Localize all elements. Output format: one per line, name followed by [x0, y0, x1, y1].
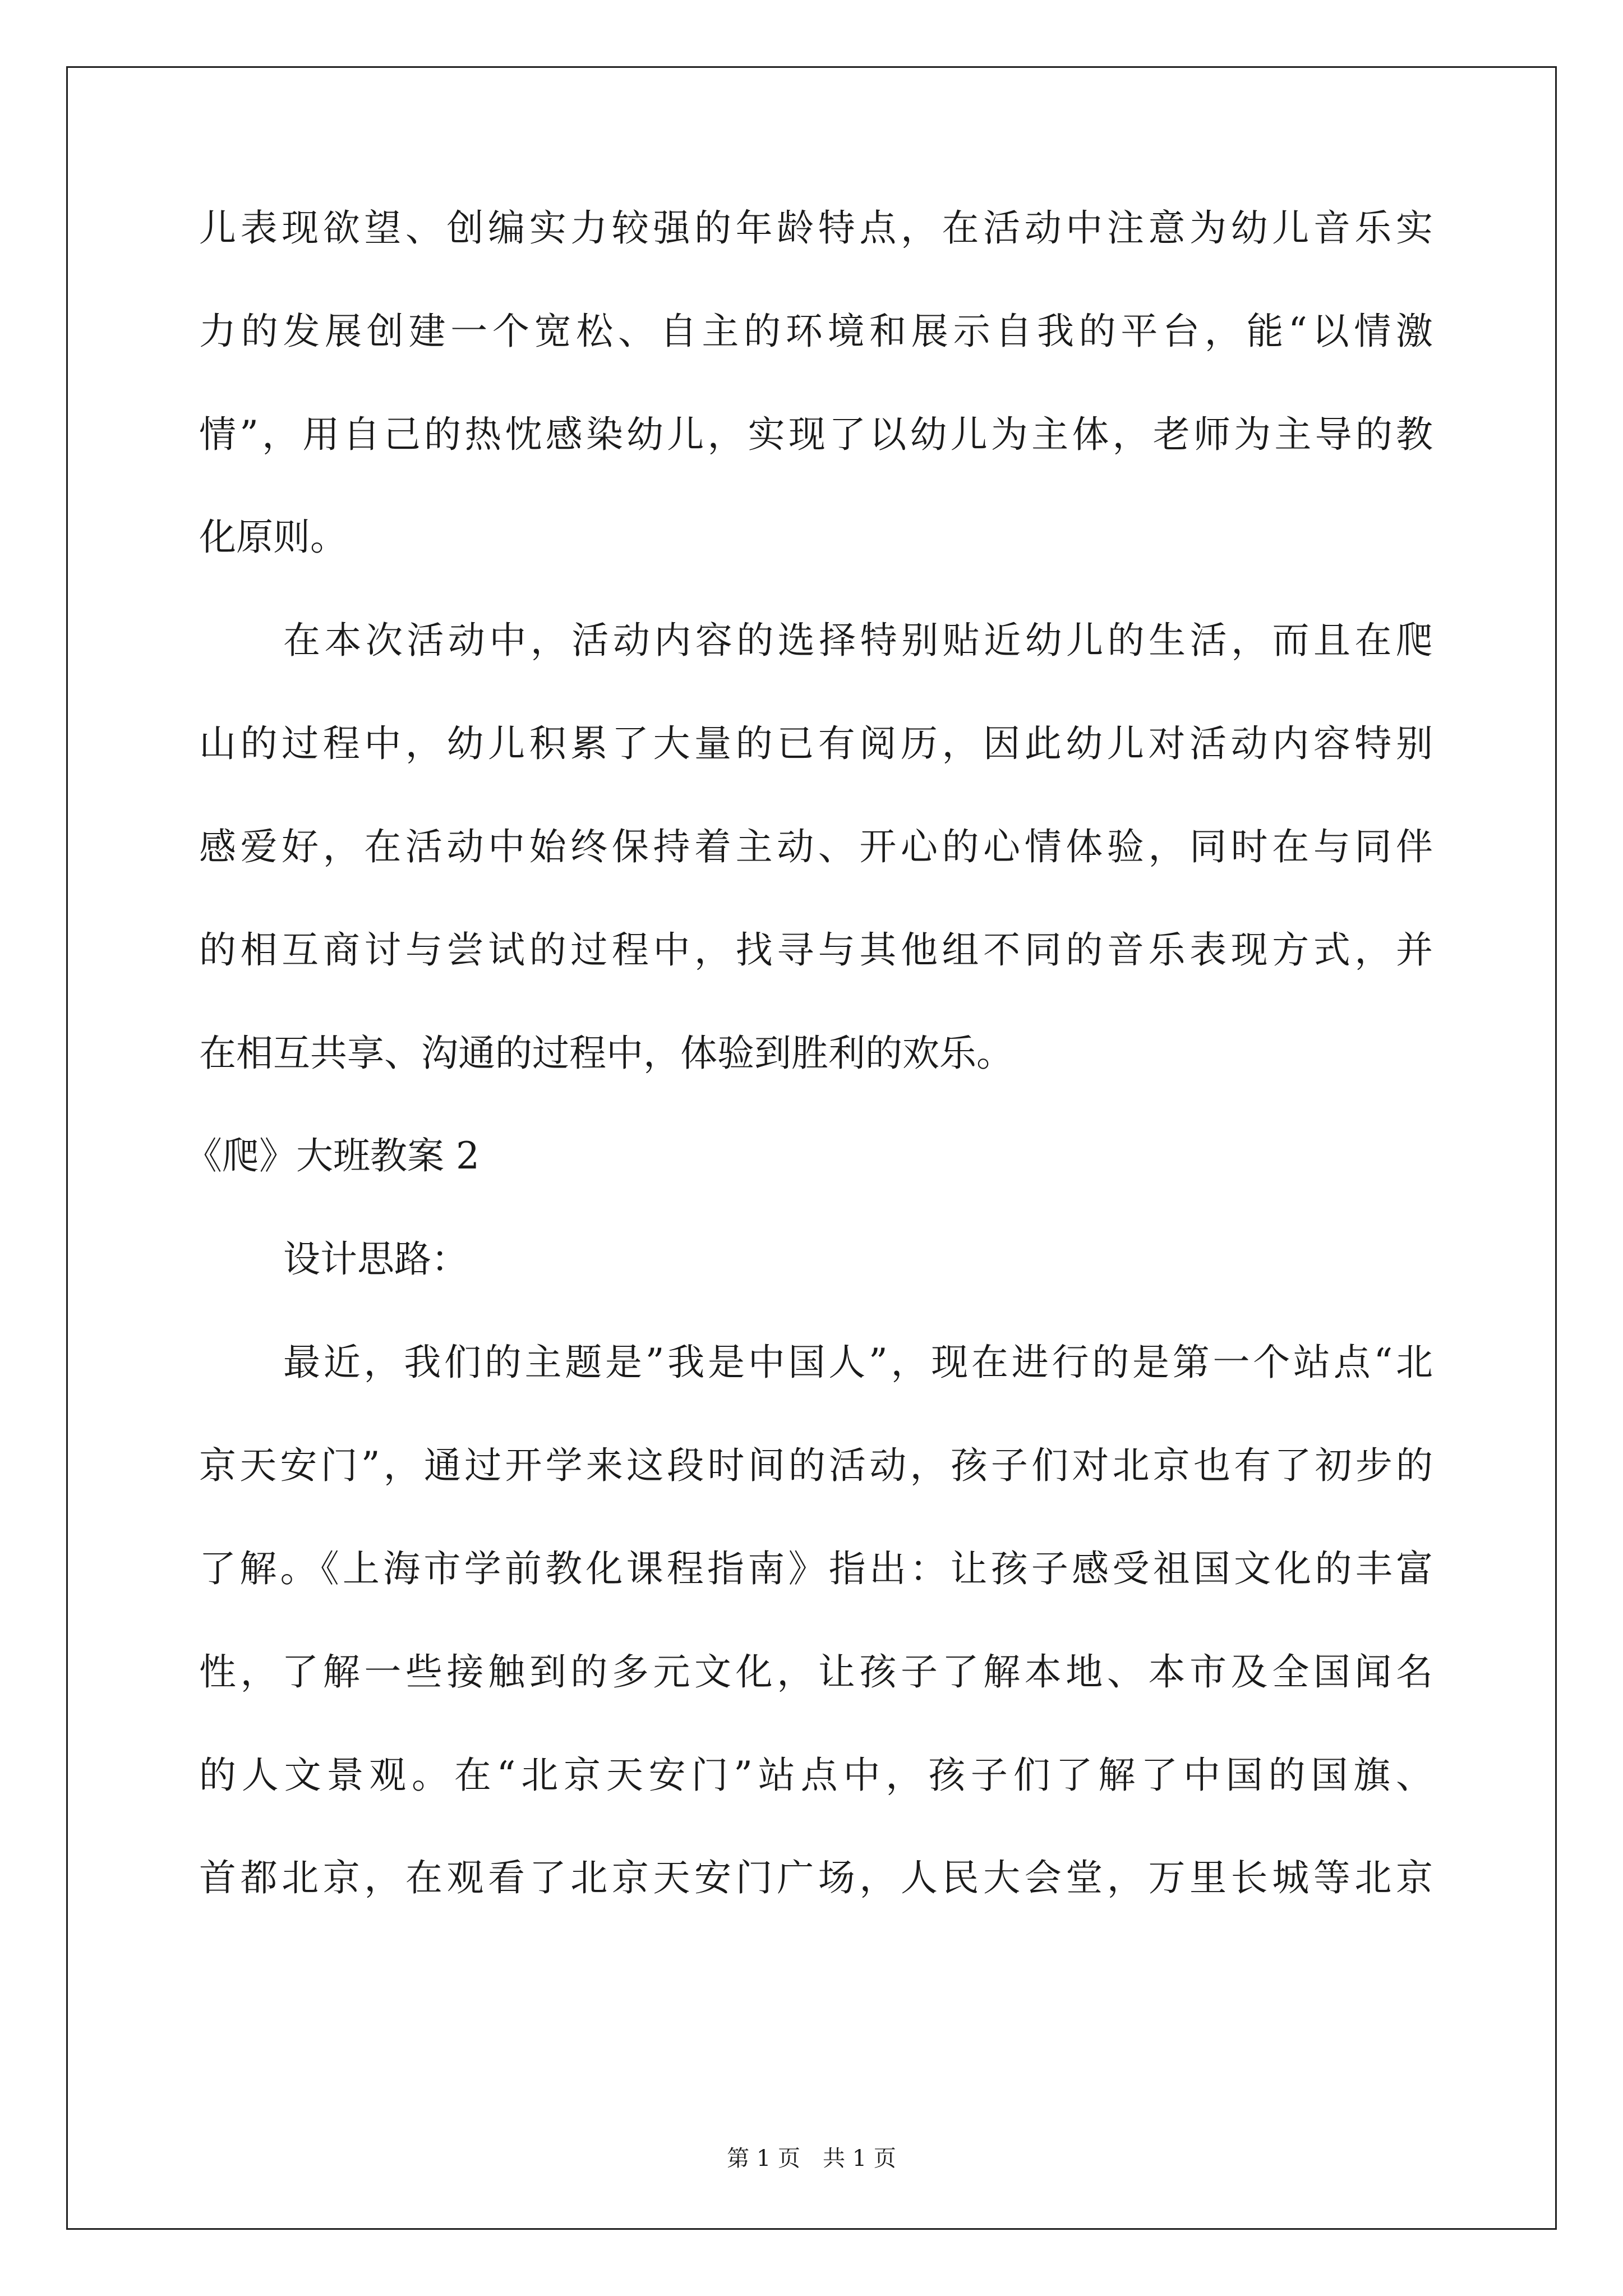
section-title: 《爬》大班教案 2 — [185, 1134, 479, 1177]
paragraph-line: 情”，用自己的热忱感染幼儿，实现了以幼儿为主体，老师为主导的教 — [199, 413, 1433, 456]
paragraph-line: 在相互共享、沟通的过程中，体验到胜利的欢乐。 — [199, 1032, 1013, 1075]
paragraph-line: 性，了解一些接触到的多元文化，让孩子了解本地、本市及全国闻名 — [199, 1650, 1433, 1694]
paragraph-line: 了解。《上海市学前教化课程指南》指出：让孩子感受祖国文化的丰富 — [199, 1547, 1433, 1590]
paragraph-line: 感爱好，在活动中始终保持着主动、开心的心情体验，同时在与同伴 — [199, 825, 1433, 868]
paragraph-line: 在本次活动中，活动内容的选择特别贴近幼儿的生活，而且在爬 — [283, 619, 1433, 662]
paragraph-line: 力的发展创建一个宽松、自主的环境和展示自我的平台，能“以情激 — [199, 310, 1433, 353]
page-footer: 第 1 页 共 1 页 — [727, 2146, 896, 2171]
paragraph-line: 化原则。 — [199, 516, 347, 559]
paragraph-line: 首都北京，在观看了北京天安门广场，人民大会堂，万里长城等北京 — [199, 1856, 1433, 1899]
paragraph-line: 京天安门”，通过开学来这段时间的活动，孩子们对北京也有了初步的 — [199, 1444, 1433, 1487]
paragraph-line: 山的过程中，幼儿积累了大量的已有阅历，因此幼儿对活动内容特别 — [199, 722, 1433, 765]
paragraph-line: 的人文景观。在“北京天安门”站点中，孩子们了解了中国的国旗、 — [199, 1754, 1433, 1797]
subheading: 设计思路： — [283, 1237, 468, 1281]
paragraph-line: 儿表现欲望、创编实力较强的年龄特点，在活动中注意为幼儿音乐实 — [199, 206, 1433, 250]
paragraph-line: 的相互商讨与尝试的过程中，找寻与其他组不同的音乐表现方式，并 — [199, 928, 1433, 972]
paragraph-line: 最近，我们的主题是”我是中国人”，现在进行的是第一个站点“北 — [283, 1341, 1433, 1384]
